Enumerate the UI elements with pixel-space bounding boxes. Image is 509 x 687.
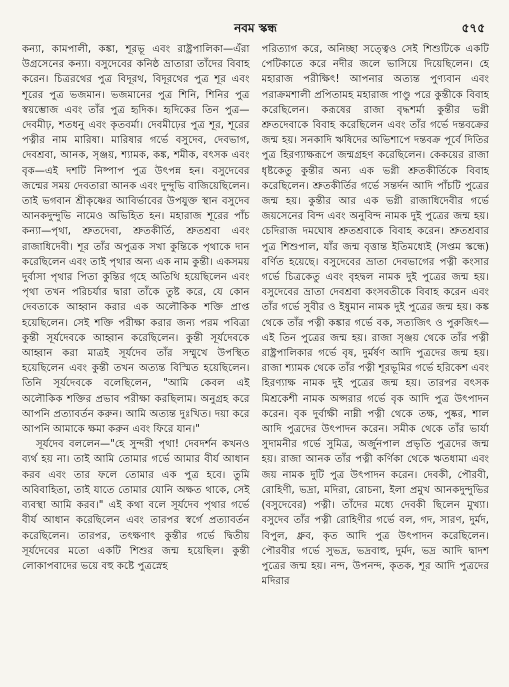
paragraph: কন্যা, কামপালী, কঙ্কা, শূরভূ এবং রাষ্ট্রপালিকা—এঁরা উগ্রসেনের কন্যা। বসুদেবের কনিষ্ঠ ভ্রাতারা তাঁদের বিবাহ করেন। চিত্ররথের পুত্র বিদূরথ, বিদূরথের পুত্র শূর এবং শূরের পুত্র ভজমান। ভজমানের পুত্র শিনি, শিনির পুত্র স্বয়ম্ভোজ এবং তাঁর পুত্র হৃদিক। হৃদিকের তিন পুত্র—দেবমীঢ়, শতধনু এবং কৃতবর্মা। দেবমীঢ়ের পুত্র শূর, শূরের পত্নীর নাম মারিষা। মারিষার গর্ভে বসুদেব, দেবভাগ, দেবশ্রবা, আনক, সৃঞ্জয়, শ্যামক, কঙ্ক, শমীক, বৎসক এবং বৃক—এই দশটি নিষ্পাপ পুত্র উৎপন্ন হন। বসুদেবের জন্মের সময় দেবতারা আনক এবং দুন্দুভি বাজিয়েছিলেন। তাই ভগবান শ্রীকৃষ্ণের আবির্ভাবের উপযুক্ত স্থান বসুদেব আনকদুন্দুভি নামেও অভিহিত হন। মহারাজ শূরের পাঁচ কন্যা—পৃথা, শ্রুতদেবা, শ্রুতকীর্তি, শ্রুতশ্রবা এবং রাজাধিদেবী। শূর তাঁর অপুত্রক সখা কুন্তিকে পৃথাকে দান করেছিলেন এবং তাই পৃথার অন্য এক নাম কুন্তী। একসময় দুর্বাসা পৃথার পিতা কুন্তির গৃহে অতিথি হয়েছিলেন এবং পৃথা তখন পরিচর্যার দ্বারা তাঁকে তুষ্ট করে, যে কোন দেবতাকে আহ্বান করার এক অলৌকিক শক্তি প্রাপ্ত হয়েছিলেন। সেই শক্তি পরীক্ষা করার জন্য পরম পবিত্রা কুন্তী সূর্যদেবকে আহ্বান করেছিলেন। কুন্তী সূর্যদেবকে আহ্বান করা মাত্রই সূর্যদেব তাঁর সম্মুখে উপস্থিত হয়েছিলেন এবং কুন্তী তখন অত্যন্ত বিস্মিত হয়েছিলেন। তিনি সূর্যদেবকে বলেছিলেন, "আমি কেবল এই অলৌকিক শক্তির প্রভাব পরীক্ষা করছিলাম। অনুগ্রহ করে আপনি প্রত্যাবর্তন করুন। আমি অত্যন্ত দুঃখিত। দয়া করে আপনি আমাকে ক্ষমা করুন এবং ফিরে যান।" — [22, 44, 250, 436]
page-header — [22, 14, 489, 42]
chapter-heading: নবম স্কন্ধ — [234, 21, 277, 35]
paragraph: পরিত্যাগ করে, অনিচ্ছা সত্ত্বেও সেই শিশুটিকে একটি পেটিকাতে করে নদীর জলে ভাসিয়ে দিয়েছিলেন। হে মহারাজ পরীক্ষিৎ! আপনার অত্যন্ত পুণ্যবান এবং পরাক্রমশালী প্রপিতামহ মহারাজ পাণ্ডু পরে কুন্তীকে বিবাহ করেছিলেন। করূষের রাজা বৃদ্ধশর্মা কুন্তীর ভগ্নী শ্রুতদেবাকে বিবাহ করেছিলেন এবং তাঁর গর্ভে দন্তবক্রের জন্ম হয়। সনকাদি ঋষিদের অভিশাপে দন্তবক্র পূর্বে দিতির পুত্র হিরণ্যাক্ষরূপে জন্মগ্রহণ করেছিলেন। কেকয়ের রাজা ধৃষ্টকেতু কুন্তীর অন্য এক ভগ্নী শ্রুতকীর্তিকে বিবাহ করেছিলেন। শ্রুতকীর্তির গর্ভে সন্তর্দন আদি পাঁচটি পুত্রের জন্ম হয়। কুন্তীর আর এক ভগ্নী রাজাধিদেবীর গর্ভে জয়সেনের বিন্দ এবং অনুবিন্দ নামক দুই পুত্রের জন্ম হয়। চেদিরাজ দমঘোষ শ্রুতশ্রবাকে বিবাহ করেন। শ্রুতশ্রবার পুত্র শিশুপাল, যাঁর জন্ম বৃত্তান্ত ইতিমধ্যেই (সপ্তম স্কন্ধে) বর্ণিত হয়েছে। বসুদেবের ভ্রাতা দেবভাগের পত্নী কংসার গর্ভে চিত্রকেতু এবং বৃহদ্বল নামক দুই পুত্রের জন্ম হয়। বসুদেবের ভ্রাতা দেবশ্রবা কংসবতীকে বিবাহ করেন এবং তাঁর গর্ভে সুবীর ও ইষুমান নামক দুই পুত্রের জন্ম হয়। কঙ্ক থেকে তাঁর পত্নী কঙ্কার গর্ভে বক, সত্যজিৎ ও পুরুজিৎ—এই তিন পুত্রের জন্ম হয়। রাজা সৃঞ্জয় থেকে তাঁর পত্নী রাষ্ট্রপালিকার গর্ভে বৃষ, দুর্মর্ষণ আদি পুত্রদের জন্ম হয়। রাজা শ্যামক থেকে তাঁর পত্নী শূরভূমির গর্ভে হরিকেশ এবং হিরণ্যাক্ষ নামক দুই পুত্রের জন্ম হয়। তারপর বৎসক মিশ্রকেশী নামক অপ্সরার গর্ভে বৃক আদি পুত্র উৎপাদন করেন। বৃক দুর্বাক্ষী নাম্নী পত্নী থেকে তক্ষ, পুষ্কর, শাল আদি পুত্রদের উৎপাদন করেন। সমীক থেকে তাঁর ভার্যা সুদামনীর গর্ভে সুমিত্র, অর্জুনপাল প্রভৃতি পুত্রদের জন্ম হয়। রাজা আনক তাঁর পত্নী কর্ণিকা থেকে ঋতধামা এবং জয় নামক দুটি পুত্র উৎপাদন করেন। দেবকী, পৌরবী, রোহিণী, ভদ্রা, মদিরা, রোচনা, ইলা প্রমুখ আনকদুন্দুভির (বসুদেবের) পত্নী। তাঁদের মধ্যে দেবকী ছিলেন মুখ্যা। বসুদেব তাঁর পত্নী রোহিণীর গর্ভে বল, গদ, সারণ, দুর্মদ, বিপুল, ধ্রুব, কৃত আদি পুত্র উৎপাদন করেছিলেন। পৌরবীর গর্ভে সুভদ্র, ভদ্রবাহু, দুর্মদ, ভদ্র আদি দ্বাদশ পুত্রের জন্ম হয়। নন্দ, উপনন্দ, কৃতক, শূর আদি পুত্রদের মদিরার — [261, 44, 489, 588]
paragraph: সূর্যদেব বললেন—"হে সুন্দরী পৃথা! দেবদর্শন কখনও ব্যর্থ হয় না। তাই আমি তোমার গর্ভে আমার বীর্য আধান করব এবং তার ফলে তোমার এক পুত্র হবে। তুমি অবিবাহিতা, তাই যাতে তোমার যোনি অক্ষত থাকে, সেই ব্যবস্থা আমি করব।" এই কথা বলে সূর্যদেব পৃথার গর্ভে বীর্য আধান করেছিলেন এবং তারপর স্বর্গে প্রত্যাবর্তন করেছিলেন। তারপর, তৎক্ষণাৎ কুন্তীর গর্ভে দ্বিতীয় সূর্যদেবের মতো একটি শিশুর জন্ম হয়েছিল। কুন্তী লোকাপবাদের ভয়ে বহু কষ্টে পুত্রস্নেহ — [22, 439, 250, 572]
left-column — [22, 42, 250, 672]
right-column — [262, 42, 490, 672]
page-number: ৫৭৫ — [461, 21, 485, 35]
text-columns — [22, 42, 489, 672]
